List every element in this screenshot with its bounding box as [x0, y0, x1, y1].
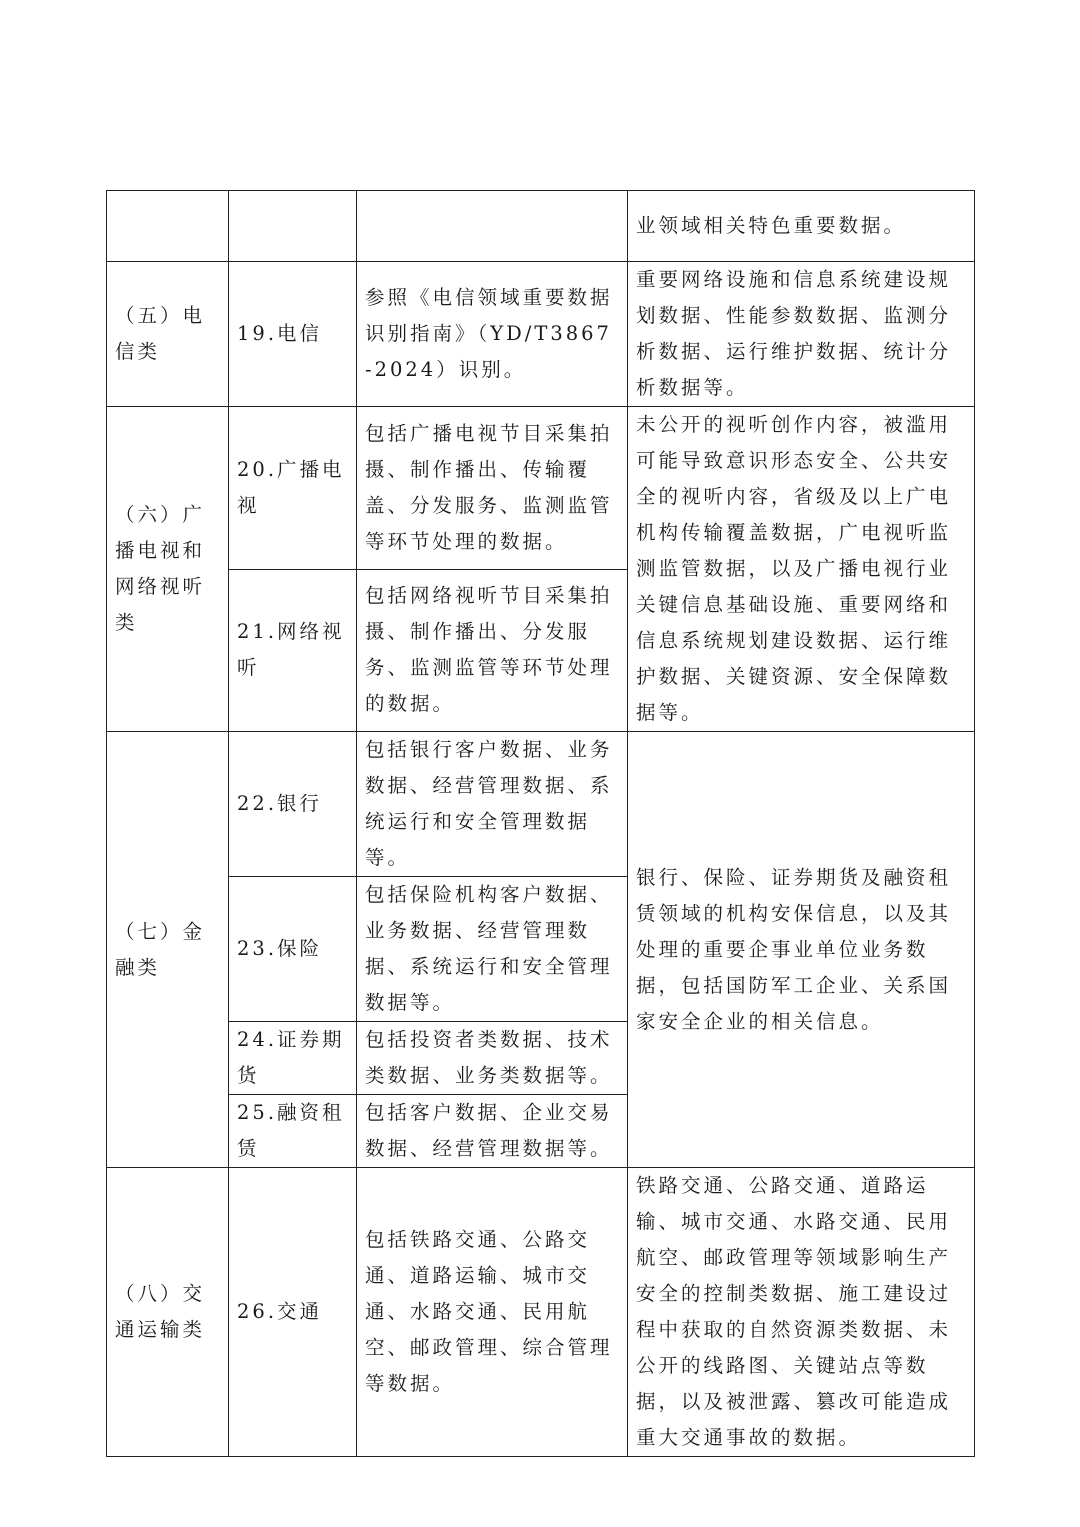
table-row	[107, 732, 975, 877]
scope-cell: 包括银行客户数据、业务数据、经营管理数据、系统运行和安全管理数据等。	[357, 732, 628, 877]
table-row	[107, 191, 975, 262]
table-row	[107, 1168, 975, 1457]
table-row	[107, 262, 975, 407]
scope-cell: 包括网络视听节目采集拍摄、制作播出、分发服务、监测监管等环节处理的数据。	[357, 569, 628, 732]
key-data-cell: 未公开的视听创作内容，被滥用可能导致意识形态安全、公共安全的视听内容，省级及以上广电机构传输覆盖数据，广电视听监测监管数据，以及广播电视行业关键信息基础设施、重要网络和信息系统规划建设数据、运行维护数据、关键资源、安全保障数据等。	[628, 407, 975, 732]
item-cell: 24.证券期货	[229, 1022, 357, 1095]
scope-cell: 包括铁路交通、公路交通、道路运输、城市交通、水路交通、民用航空、邮政管理、综合管理等数据。	[357, 1168, 628, 1457]
item-cell: 26.交通	[229, 1168, 357, 1457]
item-cell: 19.电信	[229, 262, 357, 407]
category-cell: （五）电信类	[107, 262, 229, 407]
scope-cell: 包括投资者类数据、技术类数据、业务类数据等。	[357, 1022, 628, 1095]
category-cell: （六）广播电视和网络视听类	[107, 407, 229, 732]
scope-cell: 包括客户数据、企业交易数据、经营管理数据等。	[357, 1095, 628, 1168]
key-data-cell: 铁路交通、公路交通、道路运输、城市交通、水路交通、民用航空、邮政管理等领域影响生产安全的控制类数据、施工建设过程中获取的自然资源类数据、未公开的线路图、关键站点等数据，以及被泄露、篡改可能造成重大交通事故的数据。	[628, 1168, 975, 1457]
scope-cell	[357, 191, 628, 262]
category-cell: （七）金融类	[107, 732, 229, 1168]
key-data-cell: 重要网络设施和信息系统建设规划数据、性能参数数据、监测分析数据、运行维护数据、统计分析数据等。	[628, 262, 975, 407]
item-cell: 20.广播电视	[229, 407, 357, 570]
data-catalog-table	[106, 190, 975, 1457]
item-cell: 25.融资租赁	[229, 1095, 357, 1168]
key-data-cell: 业领域相关特色重要数据。	[628, 191, 975, 262]
item-cell: 21.网络视听	[229, 569, 357, 732]
scope-cell: 包括保险机构客户数据、业务数据、经营管理数据、系统运行和安全管理数据等。	[357, 877, 628, 1022]
table-row	[107, 407, 975, 570]
category-cell: （八）交通运输类	[107, 1168, 229, 1457]
key-data-cell: 银行、保险、证券期货及融资租赁领域的机构安保信息，以及其处理的重要企事业单位业务数据，包括国防军工企业、关系国家安全企业的相关信息。	[628, 732, 975, 1168]
category-cell	[107, 191, 229, 262]
scope-cell: 包括广播电视节目采集拍摄、制作播出、传输覆盖、分发服务、监测监管等环节处理的数据。	[357, 407, 628, 570]
item-cell	[229, 191, 357, 262]
item-cell: 23.保险	[229, 877, 357, 1022]
scope-cell: 参照《电信领域重要数据识别指南》（YD/T3867-2024）识别。	[357, 262, 628, 407]
item-cell: 22.银行	[229, 732, 357, 877]
